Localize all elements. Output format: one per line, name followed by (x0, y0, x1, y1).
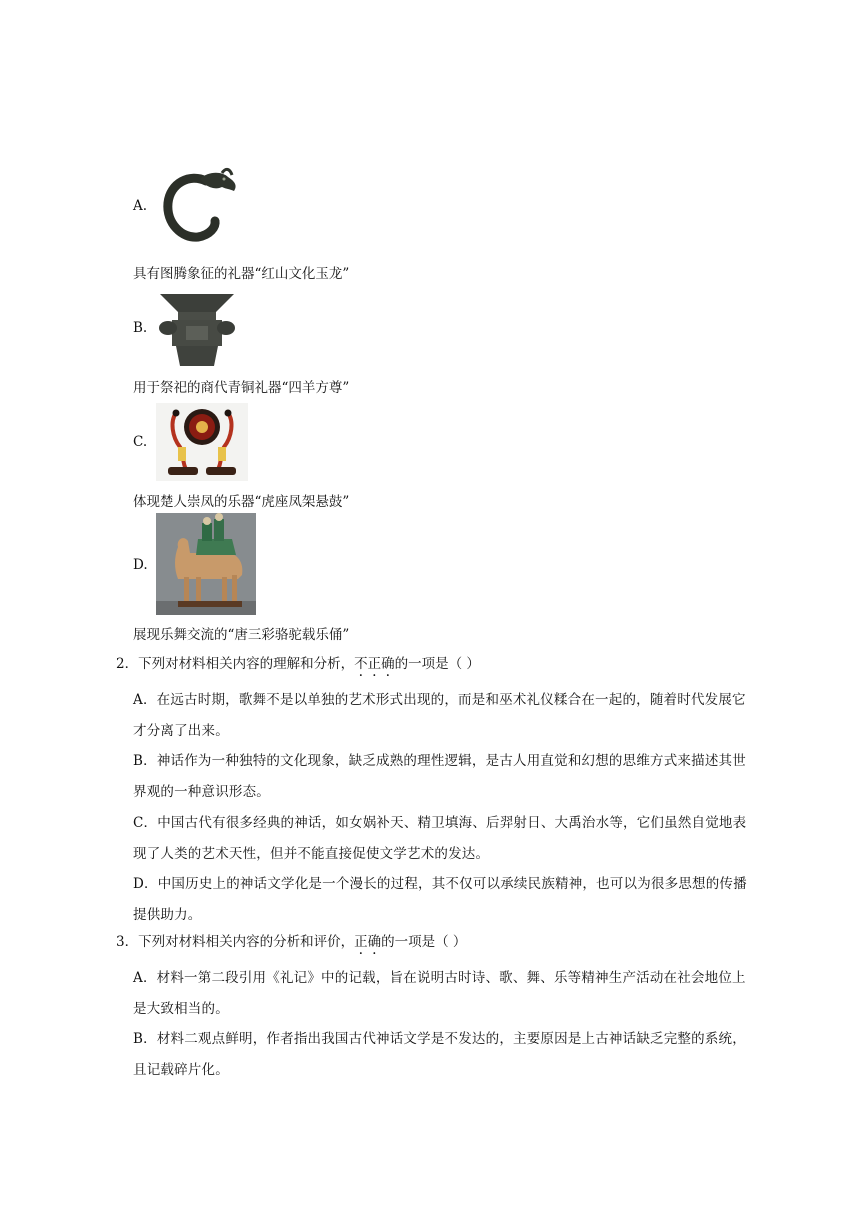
emphasis-char: 确 (381, 656, 395, 672)
question-2-stem-text: 2．下列对材料相关内容的理解和分析， (116, 656, 355, 672)
question-3-stem (116, 930, 466, 950)
q2-option-c-line1: C．中国古代有很多经典的神话，如女娲补天、精卫填海、后羿射日、大禹治水等，它们虽然自觉地表 (133, 815, 747, 831)
q2-option-a-line2: 才分离了出来。 (133, 723, 229, 739)
emphasis-char: 正 (367, 656, 382, 672)
option-d-caption: 展现乐舞交流的“唐三彩骆驼载乐俑” (133, 627, 350, 643)
q3-option-a-line1: A．材料一第二段引用《礼记》中的记载，旨在说明古时诗、歌、舞、乐等精神生产活动在社会地位上 (133, 970, 746, 986)
q2-option-c-line2: 现了人类的艺术天性，但并不能直接促使文学艺术的发达。 (133, 846, 490, 862)
question-3-stem-text: 3．下列对材料相关内容的分析和评价， (116, 934, 355, 950)
option-a-letter: A. (133, 198, 148, 214)
emphasis-char: 正 (354, 934, 368, 950)
emphasis-char: 确 (367, 934, 382, 950)
q2-option-b-line2: 界观的一种意识形态。 (133, 784, 270, 800)
q2-option-a-line1: A．在远古时期，歌舞不是以单独的艺术形式出现的，而是和巫术礼仪糅合在一起的，随着时代发展它 (133, 692, 746, 708)
question-3-stem-tail: 的一项是（ ） (381, 934, 467, 950)
option-d-letter: D. (133, 557, 148, 573)
option-c-letter: C. (133, 434, 148, 450)
q2-option-b-line1: B．神话作为一种独特的文化现象，缺乏成熟的理性逻辑，是古人用直觉和幻想的思维方式来描述其世 (133, 753, 746, 769)
option-b-caption: 用于祭祀的商代青铜礼器“四羊方尊” (133, 380, 350, 396)
jade-dragon-image (160, 165, 240, 245)
option-a-caption: 具有图腾象征的礼器“红山文化玉龙” (133, 266, 350, 282)
q3-option-b-line2: 且记载碎片化。 (133, 1062, 229, 1078)
question-2-stem-tail: 的一项是（ ） (394, 656, 480, 672)
bronze-zun-image (156, 290, 238, 368)
drum-stand-image (156, 403, 248, 481)
camel-figurine-image (156, 513, 256, 615)
q2-option-d-line2: 提供助力。 (133, 907, 202, 923)
q3-option-a-line2: 是大致相当的。 (133, 1001, 229, 1017)
q2-option-d-line1: D．中国历史上的神话文学化是一个漫长的过程，其不仅可以承续民族精神，也可以为很多思想的传播 (133, 876, 747, 892)
option-b-letter: B. (133, 320, 148, 336)
emphasis-char: 不 (354, 656, 368, 672)
question-2-stem (116, 652, 480, 672)
q3-option-b-line1: B．材料二观点鲜明，作者指出我国古代神话文学是不发达的，主要原因是上古神话缺乏完整的系统， (133, 1031, 746, 1047)
option-c-caption: 体现楚人崇凤的乐器“虎座凤架悬鼓” (133, 494, 350, 510)
